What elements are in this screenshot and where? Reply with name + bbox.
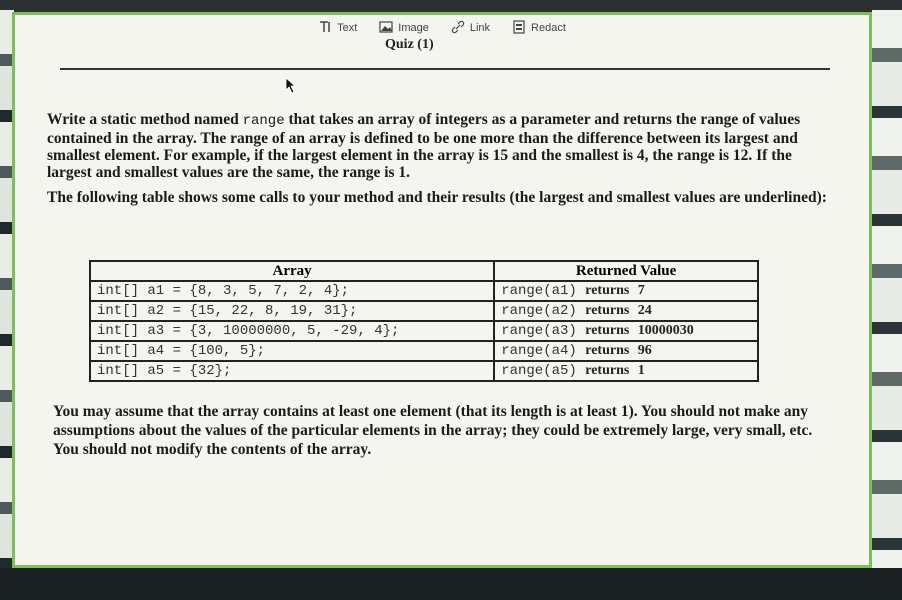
redact-tool-label: Redact bbox=[531, 22, 566, 34]
call-code: range(a1) bbox=[501, 283, 577, 299]
mouse-pointer-icon bbox=[285, 77, 299, 93]
array-cell: int[] a3 = {3, 10000000, 5, -29, 4}; bbox=[90, 321, 494, 341]
paragraph-table-intro: The following table shows some calls to your method and their results (the largest and smallest values are underlined): bbox=[47, 189, 827, 206]
array-cell: int[] a2 = {15, 22, 8, 19, 31}; bbox=[90, 301, 494, 321]
returned-cell bbox=[494, 301, 758, 321]
returns-word: returns bbox=[585, 323, 630, 338]
redact-icon bbox=[512, 20, 526, 37]
column-header-array: Array bbox=[90, 261, 494, 281]
return-value: 7 bbox=[637, 283, 645, 298]
return-value: 24 bbox=[637, 303, 652, 318]
returned-cell bbox=[494, 321, 758, 341]
array-cell: int[] a1 = {8, 3, 5, 7, 2, 4}; bbox=[90, 281, 494, 301]
table-row bbox=[90, 361, 758, 381]
heading-divider bbox=[60, 68, 830, 70]
return-value: 96 bbox=[637, 343, 652, 358]
method-name-code: range bbox=[242, 113, 285, 129]
description-part-2: that takes an array of integers as a parameter and returns the range of values contained in the array. The range of an array is defined to be one more than the difference between its largest and smallest element. For example, if the largest element in the array is 15 and the smallest is 4, the range is 12. If the largest and smallest values are the same, the range is 1. bbox=[47, 111, 801, 181]
text-tool-label: Text bbox=[337, 22, 358, 34]
question-text bbox=[47, 111, 837, 214]
calls-table bbox=[89, 260, 759, 382]
paragraph-description bbox=[47, 111, 837, 181]
text-icon bbox=[318, 20, 332, 37]
column-header-returned-value: Returned Value bbox=[494, 261, 758, 281]
call-code: range(a5) bbox=[501, 363, 577, 379]
returns-word: returns bbox=[585, 343, 630, 358]
return-value: 10000030 bbox=[637, 323, 694, 338]
redact-tool-button[interactable] bbox=[512, 20, 566, 37]
return-value: 1 bbox=[637, 363, 645, 378]
image-tool-button[interactable] bbox=[379, 20, 429, 37]
link-tool-label: Link bbox=[469, 22, 491, 34]
quiz-heading: Quiz (1) bbox=[385, 37, 434, 52]
returns-word: returns bbox=[585, 363, 630, 378]
table-row bbox=[90, 321, 758, 341]
returns-word: returns bbox=[585, 303, 630, 318]
link-icon bbox=[451, 20, 465, 37]
array-cell: int[] a5 = {32}; bbox=[90, 361, 494, 381]
document-page[interactable] bbox=[12, 12, 872, 568]
returned-cell bbox=[494, 361, 758, 381]
image-tool-label: Image bbox=[398, 22, 429, 34]
image-icon bbox=[379, 20, 393, 37]
table-row bbox=[90, 301, 758, 321]
table-row bbox=[90, 341, 758, 361]
returned-cell bbox=[494, 281, 758, 301]
call-code: range(a4) bbox=[501, 343, 577, 359]
description-part-1: Write a static method named bbox=[47, 111, 243, 128]
returned-cell bbox=[494, 341, 758, 361]
table-row bbox=[90, 281, 758, 301]
paragraph-assumptions: You may assume that the array contains at least one element (that its length is at least 1). You should not make any assumptions about the values of the particular elements in the array; they could be extremely large, very small, etc. You should not modify the contents of the array. bbox=[53, 403, 813, 458]
text-tool-button[interactable] bbox=[318, 20, 357, 37]
edit-toolbar bbox=[15, 15, 869, 41]
link-tool-button[interactable] bbox=[451, 20, 490, 37]
array-cell: int[] a4 = {100, 5}; bbox=[90, 341, 494, 361]
right-window-edge bbox=[872, 10, 902, 570]
call-code: range(a2) bbox=[501, 303, 577, 319]
returns-word: returns bbox=[585, 283, 630, 298]
call-code: range(a3) bbox=[501, 323, 577, 339]
bottom-taskbar bbox=[0, 568, 902, 600]
